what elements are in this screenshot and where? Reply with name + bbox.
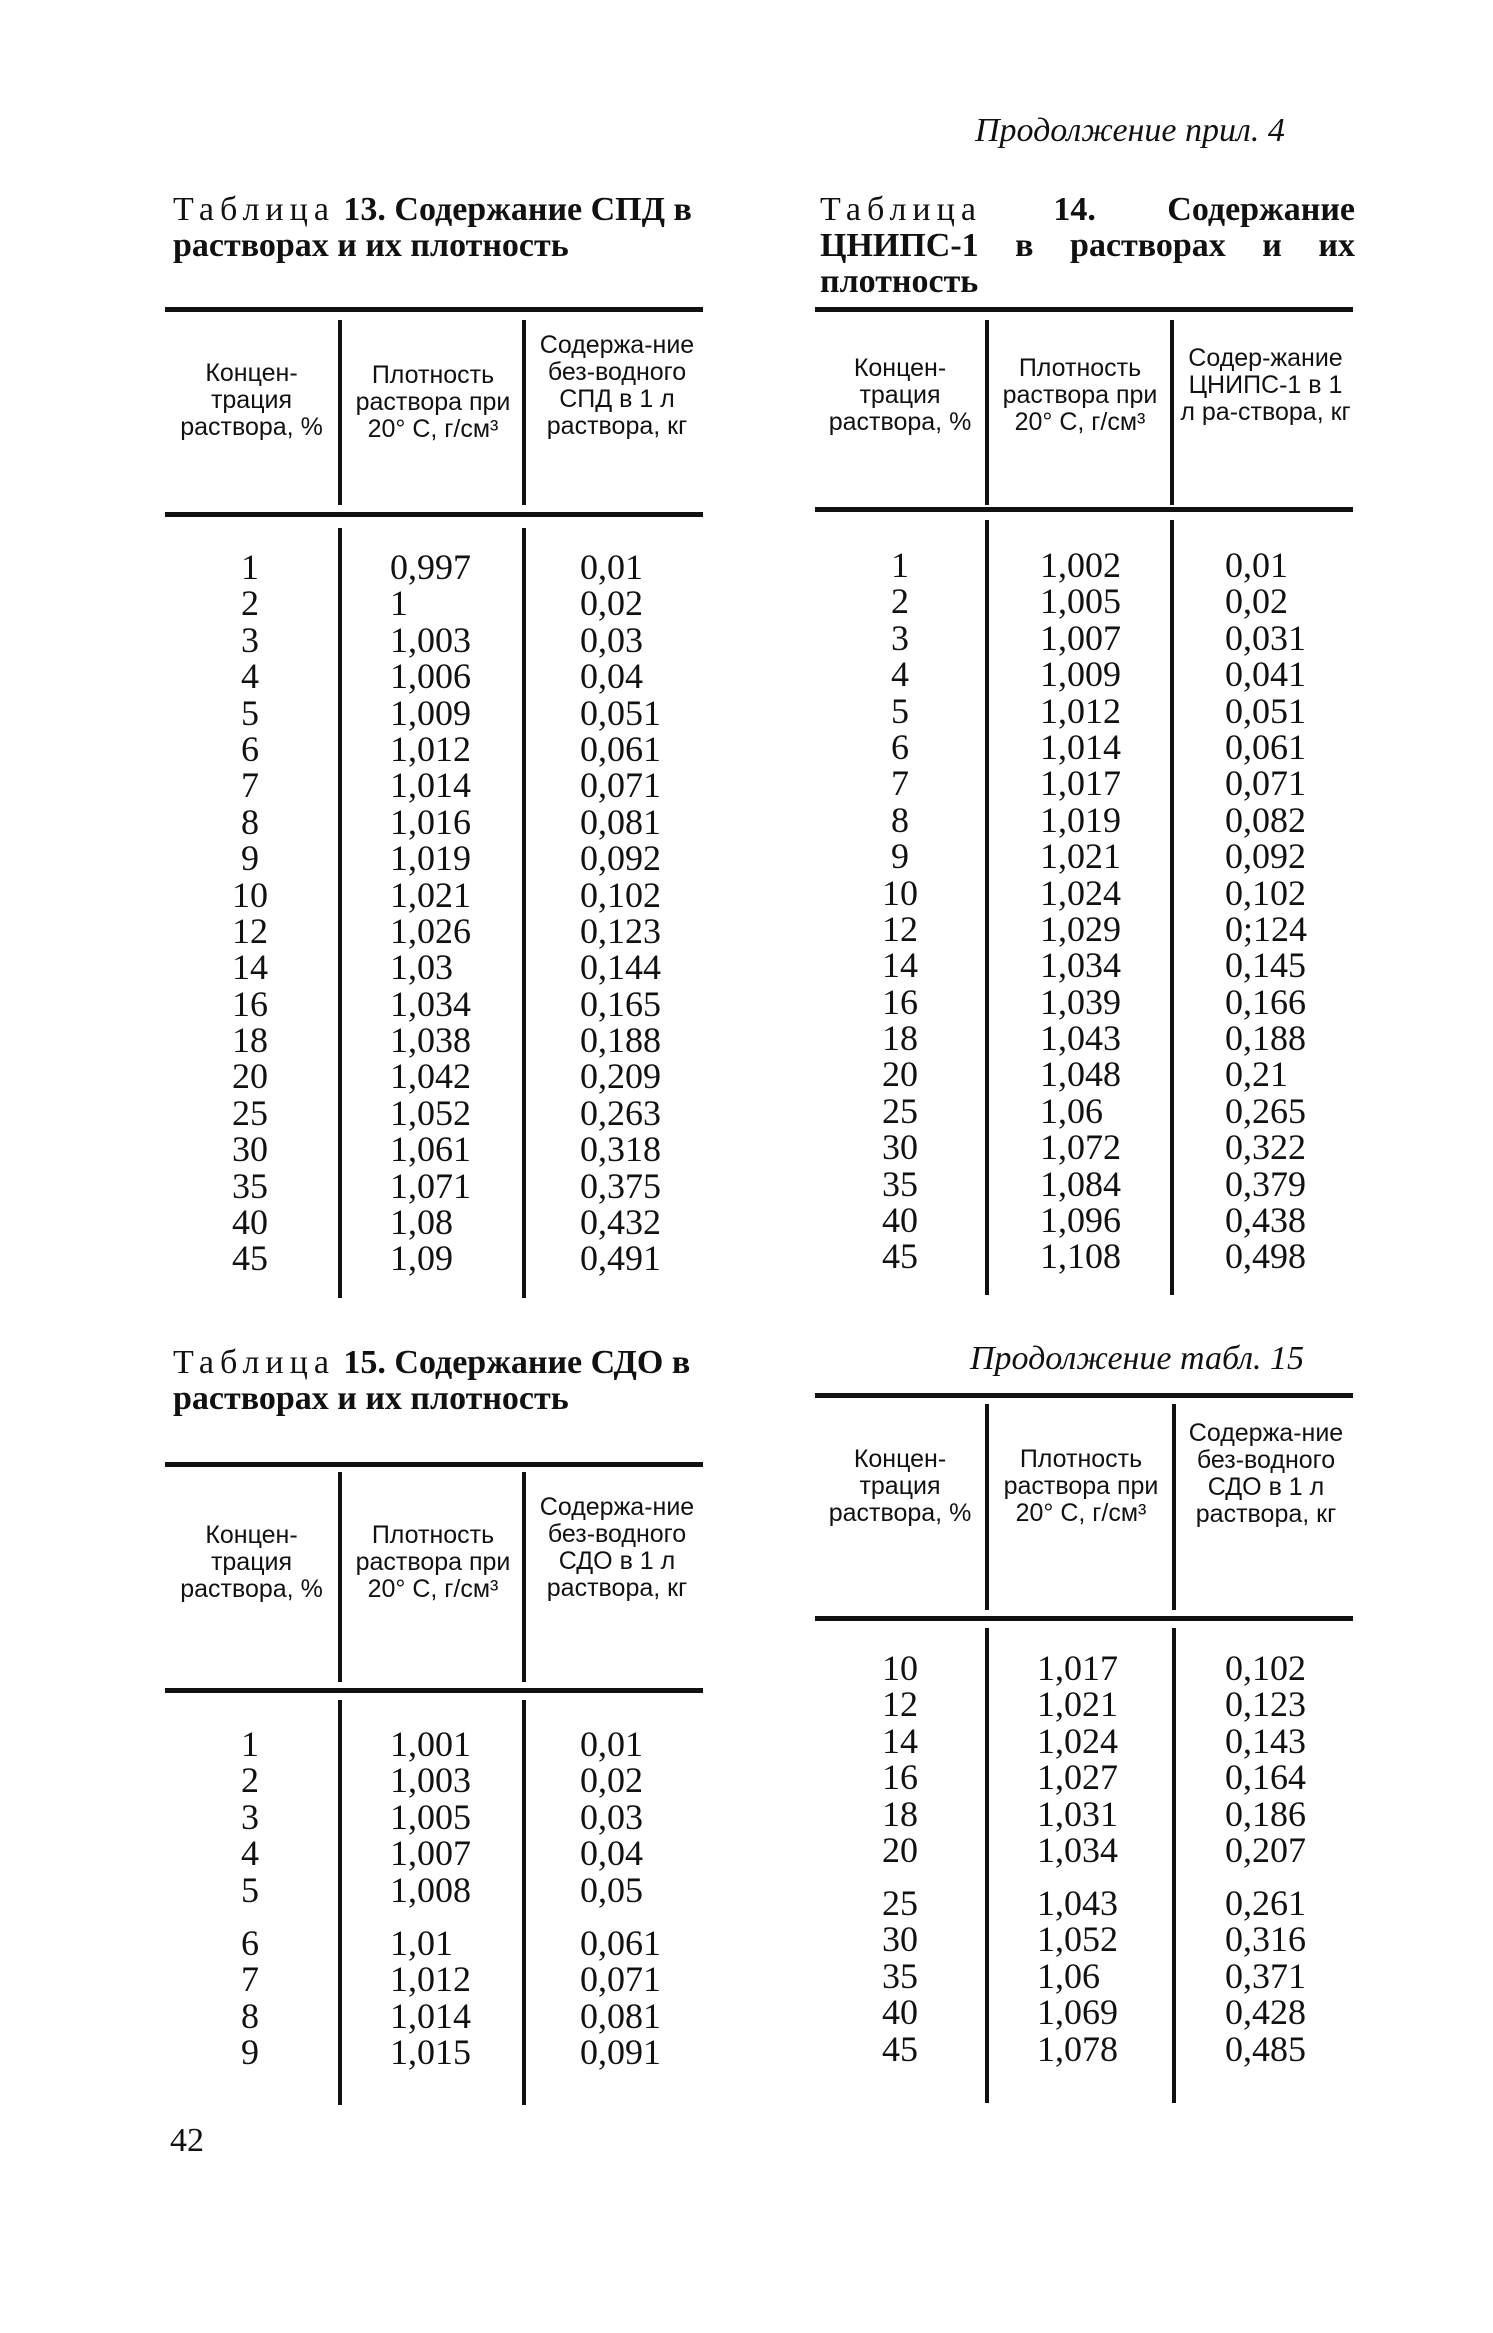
table-14-col-content-cell: 0,02 (1225, 581, 1288, 622)
table-13-col-content-cell: 0,263 (580, 1092, 661, 1133)
table-15-col-density-a-cell: 1,005 (390, 1796, 471, 1837)
table-15c-col-density-b-cell: 1,078 (1037, 2028, 1118, 2069)
table-15c-col-density-a-cell: 1,034 (1037, 1829, 1118, 1870)
table-15c-body-divider-1 (985, 1628, 989, 2103)
table-15-caption: Таблица 15. Содержание СДО в растворах и их плотность (173, 1344, 691, 1417)
table-14-col-density-cell: 1,012 (1040, 690, 1121, 731)
table-14-caption: Таблица 14. Содержание ЦНИПС-1 в растворах и их плотность (820, 191, 1355, 300)
table-15c-header-divider-1 (985, 1404, 989, 1610)
table-15c-col-density-b-cell: 1,069 (1037, 1992, 1118, 2033)
table-13-col-density-cell: 1,03 (390, 947, 453, 988)
table-13-header-content: Содержа-ние без-водного СПД в 1 л раствора, кг (539, 331, 695, 440)
table-15c-col-content-a-cell: 0,123 (1225, 1684, 1306, 1725)
table-15-col-concentration-a (195, 1726, 305, 1908)
table-15-header-density: Плотность раствора при 20° С, г/см³ (355, 1521, 511, 1603)
table-13-col-concentration-cell: 18 (232, 1020, 268, 1061)
table-13-col-concentration-cell: 4 (241, 656, 259, 697)
table-14-col-density-cell: 1,002 (1040, 545, 1121, 585)
table-14-col-density-cell: 1,072 (1040, 1127, 1121, 1168)
table-15-continuation (815, 0, 1355, 2150)
table-14-col-content-cell: 0,145 (1225, 945, 1306, 986)
table-14-col-content-cell: 0,438 (1225, 1200, 1306, 1241)
table-14-col-content-cell: 0,322 (1225, 1127, 1306, 1168)
table-15c-col-content-a-cell: 0,143 (1225, 1720, 1306, 1761)
table-15-continuation-note: Продолжение табл. 15 (970, 1340, 1305, 1377)
table-15-col-density-a-cell: 1,008 (390, 1869, 471, 1910)
table-15c-col-density-a-cell: 1,017 (1037, 1648, 1118, 1688)
table-15-col-concentration-a-cell: 4 (241, 1833, 259, 1874)
table-14-col-content-cell: 0,041 (1225, 654, 1306, 695)
table-15c-col-density-b (1037, 1885, 1157, 2067)
table-15-col-content-a-cell: 0,04 (580, 1833, 643, 1874)
table-15c-col-density-a-cell: 1,021 (1037, 1684, 1118, 1725)
table-13-col-content-cell: 0,04 (580, 656, 643, 697)
table-15-col-density-b-cell: 1,012 (390, 1959, 471, 2000)
table-13-col-density-cell: 1,003 (390, 619, 471, 660)
table-14-col-concentration-cell: 16 (882, 981, 918, 1022)
table-15-col-density-b (390, 1925, 510, 2071)
table-15-header-divider-2 (522, 1472, 526, 1682)
table-13-col-content-cell: 0,375 (580, 1165, 661, 1206)
table-15-col-density-a-cell: 1,003 (390, 1760, 471, 1801)
table-15c-top-rule (815, 1393, 1353, 1398)
table-15-header-divider-1 (338, 1472, 342, 1682)
table-15-col-density-b-cell: 1,015 (390, 2032, 471, 2073)
table-15c-col-concentration-a-cell: 14 (882, 1720, 918, 1761)
table-13-col-concentration-cell: 30 (232, 1129, 268, 1170)
table-15c-col-concentration-a-cell: 10 (882, 1648, 918, 1688)
table-13-col-concentration-cell: 7 (241, 765, 259, 806)
table-15c-col-content-a-cell: 0,186 (1225, 1793, 1306, 1834)
table-15-col-density-b-cell: 1,01 (390, 1923, 453, 1963)
table-13-col-concentration-cell: 20 (232, 1056, 268, 1097)
table-13-col-content-cell: 0,491 (580, 1238, 661, 1279)
table-15-col-concentration-b-cell: 7 (241, 1959, 259, 2000)
table-15-col-concentration-b-cell: 8 (241, 1995, 259, 2036)
table-14-col-content-cell: 0;124 (1225, 908, 1308, 949)
table-14-header-density: Плотность раствора при 20° С, г/см³ (1002, 354, 1158, 436)
table-14-col-concentration-cell: 4 (891, 654, 909, 695)
table-14-col-density-cell: 1,017 (1040, 763, 1121, 804)
table-15-header-rule (165, 1688, 703, 1693)
table-14-col-content-cell: 0,061 (1225, 726, 1306, 767)
table-15c-header-concentration: Концен-трация раствора, % (828, 1445, 972, 1527)
table-14-col-concentration-cell: 9 (891, 836, 909, 877)
table-13-col-content-cell: 0,165 (580, 983, 661, 1024)
table-13-col-concentration-cell: 12 (232, 910, 268, 951)
table-15c-header-divider-2 (1172, 1404, 1176, 1610)
table-14-col-content-cell: 0,498 (1225, 1236, 1306, 1277)
continuation-note: Продолжение прил. 4 (975, 112, 1285, 149)
table-13-col-density-cell: 1,019 (390, 838, 471, 879)
table-15-col-concentration-a-cell: 5 (241, 1869, 259, 1910)
table-15c-col-content-b-cell: 0,316 (1225, 1919, 1306, 1960)
table-15-col-content-b-cell: 0,081 (580, 1995, 661, 2036)
table-14-col-content-cell: 0,071 (1225, 763, 1306, 804)
table-13-col-density-cell: 1,061 (390, 1129, 471, 1170)
table-15-body-divider-2 (522, 1700, 526, 2105)
table-13-header-concentration: Концен-трация раствора, % (180, 359, 323, 441)
table-13-col-content-cell: 0,01 (580, 547, 643, 587)
table-13-col-content-cell: 0,123 (580, 910, 661, 951)
table-13-col-concentration-cell: 1 (241, 547, 259, 587)
table-13-col-content-cell: 0,188 (580, 1020, 661, 1061)
table-14-col-concentration-cell: 35 (882, 1163, 918, 1204)
table-13-col-density-cell: 1,09 (390, 1238, 453, 1279)
table-14-col-concentration-cell: 6 (891, 726, 909, 767)
table-13-col-concentration-cell: 3 (241, 619, 259, 660)
table-15c-col-concentration-a-cell: 12 (882, 1684, 918, 1725)
table-15c-body-divider-2 (1172, 1628, 1176, 2103)
table-13-col-content-cell: 0,102 (580, 874, 661, 915)
table-13-col-concentration-cell: 9 (241, 838, 259, 879)
table-15-col-concentration-b-cell: 9 (241, 2032, 259, 2073)
table-15c-col-content-a (1225, 1650, 1345, 1868)
table-14-col-concentration-cell: 30 (882, 1127, 918, 1168)
page-number: 42 (170, 2122, 204, 2159)
table-13-col-concentration-cell: 10 (232, 874, 268, 915)
table-13-col-content-cell: 0,318 (580, 1129, 661, 1170)
table-14-col-density-cell: 1,029 (1040, 908, 1121, 949)
table-15-col-content-b (580, 1925, 700, 2071)
table-15c-col-content-b (1225, 1885, 1345, 2067)
table-14-col-density-cell: 1,014 (1040, 726, 1121, 767)
table-15c-col-concentration-a-cell: 16 (882, 1757, 918, 1798)
table-15c-col-concentration-a (845, 1650, 955, 1868)
table-13-col-concentration-cell: 14 (232, 947, 268, 988)
table-15-col-concentration-a-cell: 2 (241, 1760, 259, 1801)
table-13-col-density-cell: 0,997 (390, 547, 471, 587)
table-14-col-concentration-cell: 14 (882, 945, 918, 986)
table-15c-col-content-b-cell: 0,485 (1225, 2028, 1306, 2069)
table-15c-col-content-b-cell: 0,428 (1225, 1992, 1306, 2033)
table-13-col-content-cell: 0,071 (580, 765, 661, 806)
table-13-col-density-cell: 1,08 (390, 1202, 453, 1243)
table-15-top-rule (165, 1462, 703, 1467)
table-14-col-content-cell: 0,051 (1225, 690, 1306, 731)
table-13-col-density-cell: 1,026 (390, 910, 471, 951)
table-15-col-content-b-cell: 0,061 (580, 1923, 661, 1963)
table-14-col-content-cell: 0,188 (1225, 1018, 1306, 1059)
table-15c-header-density: Плотность раствора при 20° С, г/см³ (1003, 1445, 1159, 1527)
table-13-col-concentration-cell: 6 (241, 728, 259, 769)
table-14-col-density-cell: 1,039 (1040, 981, 1121, 1022)
table-14-col-content-cell: 0,265 (1225, 1090, 1306, 1131)
table-13-col-content-cell: 0,432 (580, 1202, 661, 1243)
table-13-col-density-cell: 1,012 (390, 728, 471, 769)
table-14-col-content-cell: 0,01 (1225, 545, 1288, 585)
table-14-header-concentration: Концен-трация раствора, % (828, 354, 972, 436)
table-15c-col-concentration-b-cell: 25 (882, 1883, 918, 1923)
table-15-col-content-b-cell: 0,091 (580, 2032, 661, 2073)
table-15-col-content-a-cell: 0,05 (580, 1869, 643, 1910)
table-13-caption: Таблица 13. Содержание СПД в растворах и их плотность (173, 191, 692, 264)
table-14-col-content-cell: 0,379 (1225, 1163, 1306, 1204)
table-13-col-density-cell: 1,071 (390, 1165, 471, 1206)
table-15c-col-concentration-a-cell: 18 (882, 1793, 918, 1834)
table-14-col-density-cell: 1,021 (1040, 836, 1121, 877)
table-15-col-concentration-a-cell: 3 (241, 1796, 259, 1837)
table-14-col-content-cell: 0,031 (1225, 617, 1306, 658)
table-14-col-concentration-cell: 7 (891, 763, 909, 804)
table-14-col-concentration-cell: 3 (891, 617, 909, 658)
table-15-col-content-b-cell: 0,071 (580, 1959, 661, 2000)
table-13-col-concentration-cell: 16 (232, 983, 268, 1024)
table-15c-col-concentration-b-cell: 30 (882, 1919, 918, 1960)
table-15-header-content: Содержа-ние без-водного СДО в 1 л раствора, кг (539, 1493, 695, 1602)
table-15-col-density-a-cell: 1,001 (390, 1724, 471, 1764)
table-14-col-content-cell: 0,102 (1225, 872, 1306, 913)
table-15-header-concentration: Концен-трация раствора, % (180, 1521, 323, 1603)
table-13-col-density-cell: 1,042 (390, 1056, 471, 1097)
table-13-col-concentration-cell: 35 (232, 1165, 268, 1206)
table-13-col-content-cell: 0,092 (580, 838, 661, 879)
table-15-col-content-a-cell: 0,03 (580, 1796, 643, 1837)
table-15c-col-content-b-cell: 0,261 (1225, 1883, 1306, 1923)
table-15c-col-density-a-cell: 1,031 (1037, 1793, 1118, 1834)
table-15c-col-concentration-b-cell: 35 (882, 1955, 918, 1996)
table-14-col-content-cell: 0,082 (1225, 799, 1306, 840)
table-14-col-content-cell: 0,21 (1225, 1054, 1288, 1095)
table-13-col-density-cell: 1,016 (390, 801, 471, 842)
table-14-col-concentration-cell: 5 (891, 690, 909, 731)
table-14-col-density-cell: 1,043 (1040, 1018, 1121, 1059)
table-15-col-content-a-cell: 0,02 (580, 1760, 643, 1801)
table-15-col-concentration-b-cell: 6 (241, 1923, 259, 1963)
table-15c-col-content-b-cell: 0,371 (1225, 1955, 1306, 1996)
table-13-col-content-cell: 0,051 (580, 692, 661, 733)
table-15c-col-density-b-cell: 1,043 (1037, 1883, 1118, 1923)
table-15c-header-rule (815, 1616, 1353, 1621)
table-14-col-concentration-cell: 10 (882, 872, 918, 913)
table-15c-col-content-a-cell: 0,102 (1225, 1648, 1306, 1688)
table-14-col-density-cell: 1,019 (1040, 799, 1121, 840)
table-13-col-content-cell: 0,081 (580, 801, 661, 842)
table-13-col-content-cell: 0,061 (580, 728, 661, 769)
table-14-col-density-cell: 1,009 (1040, 654, 1121, 695)
table-15 (165, 0, 705, 2150)
table-15-col-concentration-b (195, 1925, 305, 2071)
table-13-col-density-cell: 1,014 (390, 765, 471, 806)
table-15c-col-density-b-cell: 1,06 (1037, 1955, 1100, 1996)
table-14-col-concentration-cell: 12 (882, 908, 918, 949)
table-14-col-concentration-cell: 25 (882, 1090, 918, 1131)
table-14-col-concentration-cell: 20 (882, 1054, 918, 1095)
table-15c-col-content-a-cell: 0,207 (1225, 1829, 1306, 1870)
table-14-col-content-cell: 0,092 (1225, 836, 1306, 877)
table-13-col-concentration-cell: 8 (241, 801, 259, 842)
table-15-col-content-a-cell: 0,01 (580, 1724, 643, 1764)
table-15-col-content-a (580, 1726, 700, 1908)
table-13-col-density-cell: 1,009 (390, 692, 471, 733)
table-14-col-content-cell: 0,166 (1225, 981, 1306, 1022)
table-14-col-concentration-cell: 40 (882, 1200, 918, 1241)
table-13-col-content-cell: 0,03 (580, 619, 643, 660)
table-13-col-content-cell: 0,209 (580, 1056, 661, 1097)
table-15c-col-concentration-b-cell: 45 (882, 2028, 918, 2069)
table-14-col-density-cell: 1,108 (1040, 1236, 1121, 1277)
table-15c-col-density-a (1037, 1650, 1157, 1868)
table-14-col-density-cell: 1,034 (1040, 945, 1121, 986)
table-13-col-content-cell: 0,144 (580, 947, 661, 988)
table-15c-col-content-a-cell: 0,164 (1225, 1757, 1306, 1798)
table-13-col-concentration-cell: 2 (241, 583, 259, 624)
table-13-col-density-cell: 1,006 (390, 656, 471, 697)
table-14-col-density-cell: 1,048 (1040, 1054, 1121, 1095)
table-13-col-concentration-cell: 25 (232, 1092, 268, 1133)
table-14-col-density-cell: 1,084 (1040, 1163, 1121, 1204)
table-13-col-density-cell: 1,052 (390, 1092, 471, 1133)
table-15c-col-density-a-cell: 1,027 (1037, 1757, 1118, 1798)
table-15c-col-concentration-a-cell: 20 (882, 1829, 918, 1870)
table-14-col-concentration-cell: 8 (891, 799, 909, 840)
table-14-col-concentration-cell: 45 (882, 1236, 918, 1277)
table-14-col-concentration-cell: 18 (882, 1018, 918, 1059)
table-13-col-density-cell: 1,034 (390, 983, 471, 1024)
table-15c-col-concentration-b (845, 1885, 955, 2067)
table-15-col-density-b-cell: 1,014 (390, 1995, 471, 2036)
table-14-col-density-cell: 1,005 (1040, 581, 1121, 622)
table-15-col-density-a (390, 1726, 510, 1908)
table-14-col-density-cell: 1,06 (1040, 1090, 1103, 1131)
table-15-col-concentration-a-cell: 1 (241, 1724, 259, 1764)
table-14-col-density-cell: 1,096 (1040, 1200, 1121, 1241)
table-13-col-density-cell: 1,021 (390, 874, 471, 915)
table-13-col-concentration-cell: 5 (241, 692, 259, 733)
table-15c-col-concentration-b-cell: 40 (882, 1992, 918, 2033)
table-13-col-density-cell: 1,038 (390, 1020, 471, 1061)
table-13-col-concentration-cell: 45 (232, 1238, 268, 1279)
table-13-col-concentration-cell: 40 (232, 1202, 268, 1243)
table-15c-header-content: Содержа-ние без-водного СДО в 1 л раствора, кг (1188, 1419, 1344, 1528)
table-14-col-concentration-cell: 1 (891, 545, 909, 585)
table-13-header-density: Плотность раствора при 20° С, г/см³ (355, 361, 511, 443)
table-13-col-density-cell: 1 (390, 583, 408, 624)
table-13-col-content-cell: 0,02 (580, 583, 643, 624)
table-14-col-density-cell: 1,007 (1040, 617, 1121, 658)
table-14-header-content: Содер-жание ЦНИПС-1 в 1 л ра-створа, кг (1180, 344, 1351, 426)
table-15c-col-density-a-cell: 1,024 (1037, 1720, 1118, 1761)
table-14-col-density-cell: 1,024 (1040, 872, 1121, 913)
table-14-col-concentration-cell: 2 (891, 581, 909, 622)
table-15-body-divider-1 (338, 1700, 342, 2105)
table-15-col-density-a-cell: 1,007 (390, 1833, 471, 1874)
table-15c-col-density-b-cell: 1,052 (1037, 1919, 1118, 1960)
